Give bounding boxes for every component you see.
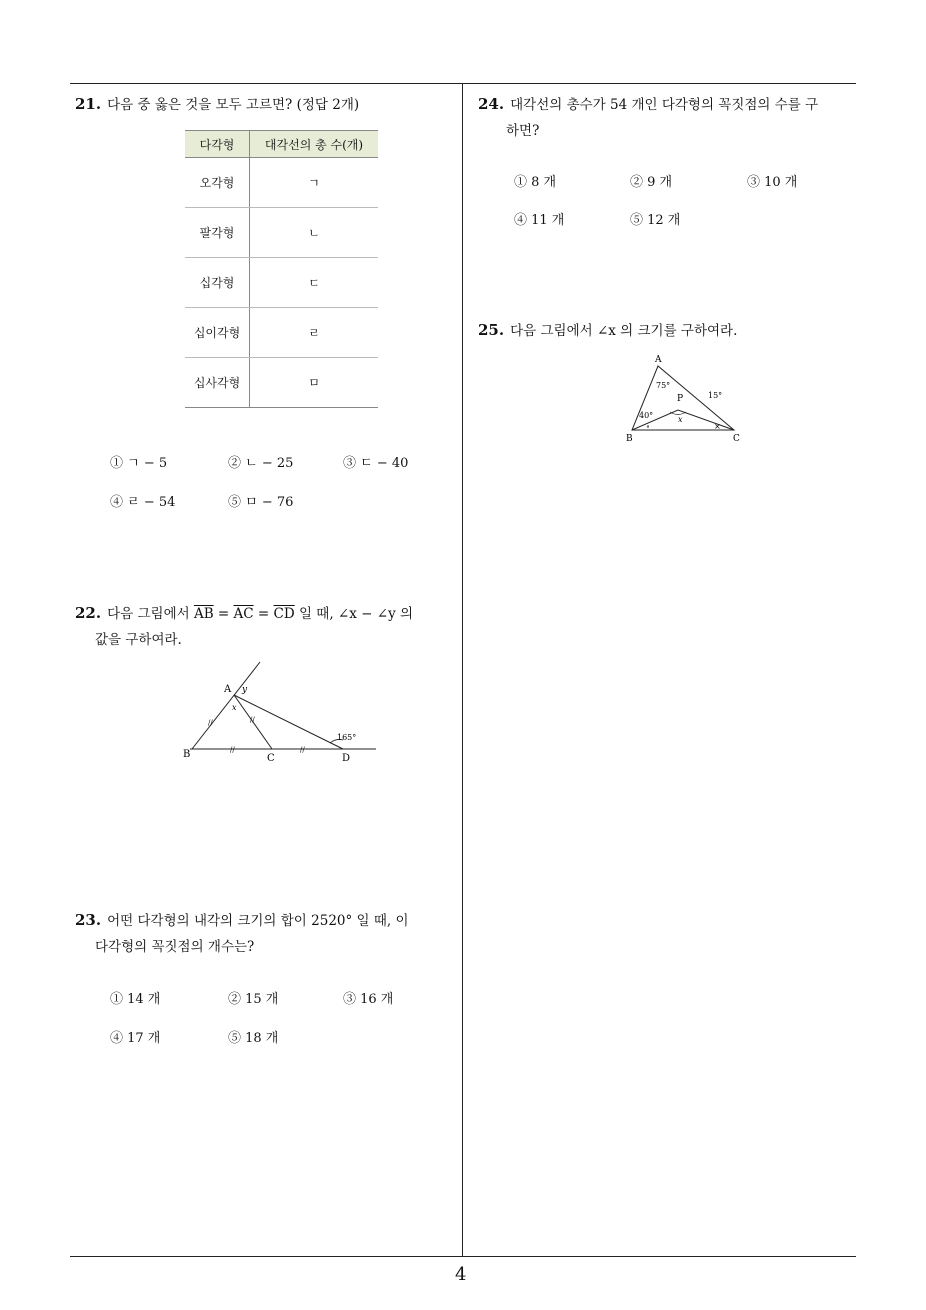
table-row xyxy=(185,308,378,358)
table-row xyxy=(185,208,378,258)
tick-mark: ∘ xyxy=(646,422,650,431)
question-number: 23. xyxy=(75,911,102,929)
label-a: A xyxy=(655,355,662,365)
table-row xyxy=(185,358,378,408)
equals-sign: = xyxy=(213,606,234,622)
question-text: 다음 그림에서 ∠x 의 크기를 구하여라. xyxy=(510,323,738,339)
option-3[interactable]: ③ 16 개 xyxy=(343,992,394,1007)
question-24 xyxy=(478,91,858,144)
option-4[interactable]: ④ 17 개 xyxy=(110,1031,161,1046)
table-cell: 팔각형 xyxy=(185,208,250,258)
table-header-row xyxy=(185,131,378,158)
table-cell: 십각형 xyxy=(185,258,250,308)
label-angle-75: 75° xyxy=(656,381,671,390)
option-1[interactable]: ① ㄱ − 5 xyxy=(110,456,168,471)
question-21 xyxy=(75,91,359,118)
option-4[interactable]: ④ 11 개 xyxy=(514,213,565,228)
column-divider xyxy=(462,83,463,1257)
question-25 xyxy=(478,317,858,344)
question-text: 대각선의 총수가 54 개인 다각형의 꼭짓점의 수를 구 xyxy=(510,97,819,113)
table-cell: 오각형 xyxy=(185,158,250,208)
option-3[interactable]: ③ 10 개 xyxy=(747,175,798,190)
label-x: x xyxy=(232,703,237,712)
segment-ab: $\overline{AB}$ xyxy=(193,606,214,622)
table-row xyxy=(185,158,378,208)
label-d: D xyxy=(342,753,351,764)
question-number: 22. xyxy=(75,604,102,622)
top-rule xyxy=(70,83,856,84)
tick-mark: // xyxy=(250,716,255,724)
table-cell: ㄹ xyxy=(250,308,379,358)
table-row xyxy=(185,258,378,308)
option-3[interactable]: ③ ㄷ − 40 xyxy=(343,456,409,471)
label-b: B xyxy=(183,749,191,760)
tick-mark: // xyxy=(230,746,235,754)
question-text: 하면? xyxy=(506,123,540,139)
table-cell: ㄴ xyxy=(250,208,379,258)
question-text: 값을 구하여라. xyxy=(95,632,182,648)
question-text: 다각형의 꼭짓점의 개수는? xyxy=(95,939,255,955)
label-angle-40: 40° xyxy=(639,411,654,420)
segment-cd: $\overline{CD}$ xyxy=(273,606,295,622)
option-5[interactable]: ⑤ ㅁ − 76 xyxy=(228,495,294,510)
label-b: B xyxy=(626,434,633,444)
table-cell: 십이각형 xyxy=(185,308,250,358)
option-5[interactable]: ⑤ 12 개 xyxy=(630,213,681,228)
option-5[interactable]: ⑤ 18 개 xyxy=(228,1031,279,1046)
equals-sign: = xyxy=(253,606,274,622)
question-text: 일 때, ∠x − ∠y 의 xyxy=(294,606,414,622)
option-1[interactable]: ① 8 개 xyxy=(514,175,557,190)
segment-ac: $\overline{AC}$ xyxy=(233,606,254,622)
question-number: 21. xyxy=(75,95,102,113)
question-text: 어떤 다각형의 내각의 크기의 합이 2520° 일 때, 이 xyxy=(107,913,409,929)
table-header: 다각형 xyxy=(185,131,250,158)
option-2[interactable]: ② 9 개 xyxy=(630,175,673,190)
tick-mark: × xyxy=(714,422,721,431)
question-number: 24. xyxy=(478,95,505,113)
table-cell: 십사각형 xyxy=(185,358,250,408)
tick-mark: // xyxy=(208,719,213,727)
label-angle-15: 15° xyxy=(708,391,723,400)
table-cell: ㄱ xyxy=(250,158,379,208)
option-2[interactable]: ② ㄴ − 25 xyxy=(228,456,294,471)
triangle-figure-25 xyxy=(622,350,752,450)
diagonal-table xyxy=(185,130,378,408)
table-header: 대각선의 총 수(개) xyxy=(250,131,379,158)
label-c: C xyxy=(733,434,740,444)
question-23 xyxy=(75,907,460,960)
page-number: 4 xyxy=(455,1264,467,1285)
triangle-figure-22 xyxy=(180,660,380,770)
question-text: 다음 그림에서 xyxy=(107,606,190,622)
label-angle-165: 165° xyxy=(337,733,357,742)
question-text: 다음 중 옳은 것을 모두 고르면? (정답 2개) xyxy=(107,97,360,113)
label-c: C xyxy=(267,753,275,764)
label-x: x xyxy=(678,415,683,424)
option-4[interactable]: ④ ㄹ − 54 xyxy=(110,495,176,510)
option-2[interactable]: ② 15 개 xyxy=(228,992,279,1007)
label-y: y xyxy=(242,685,248,695)
label-a: A xyxy=(224,684,232,695)
tick-mark: // xyxy=(300,746,305,754)
question-number: 25. xyxy=(478,321,505,339)
label-p: P xyxy=(677,394,684,404)
option-1[interactable]: ① 14 개 xyxy=(110,992,161,1007)
table-cell: ㄷ xyxy=(250,258,379,308)
bottom-rule xyxy=(70,1256,856,1257)
table-cell: ㅁ xyxy=(250,358,379,408)
question-22 xyxy=(75,600,460,653)
